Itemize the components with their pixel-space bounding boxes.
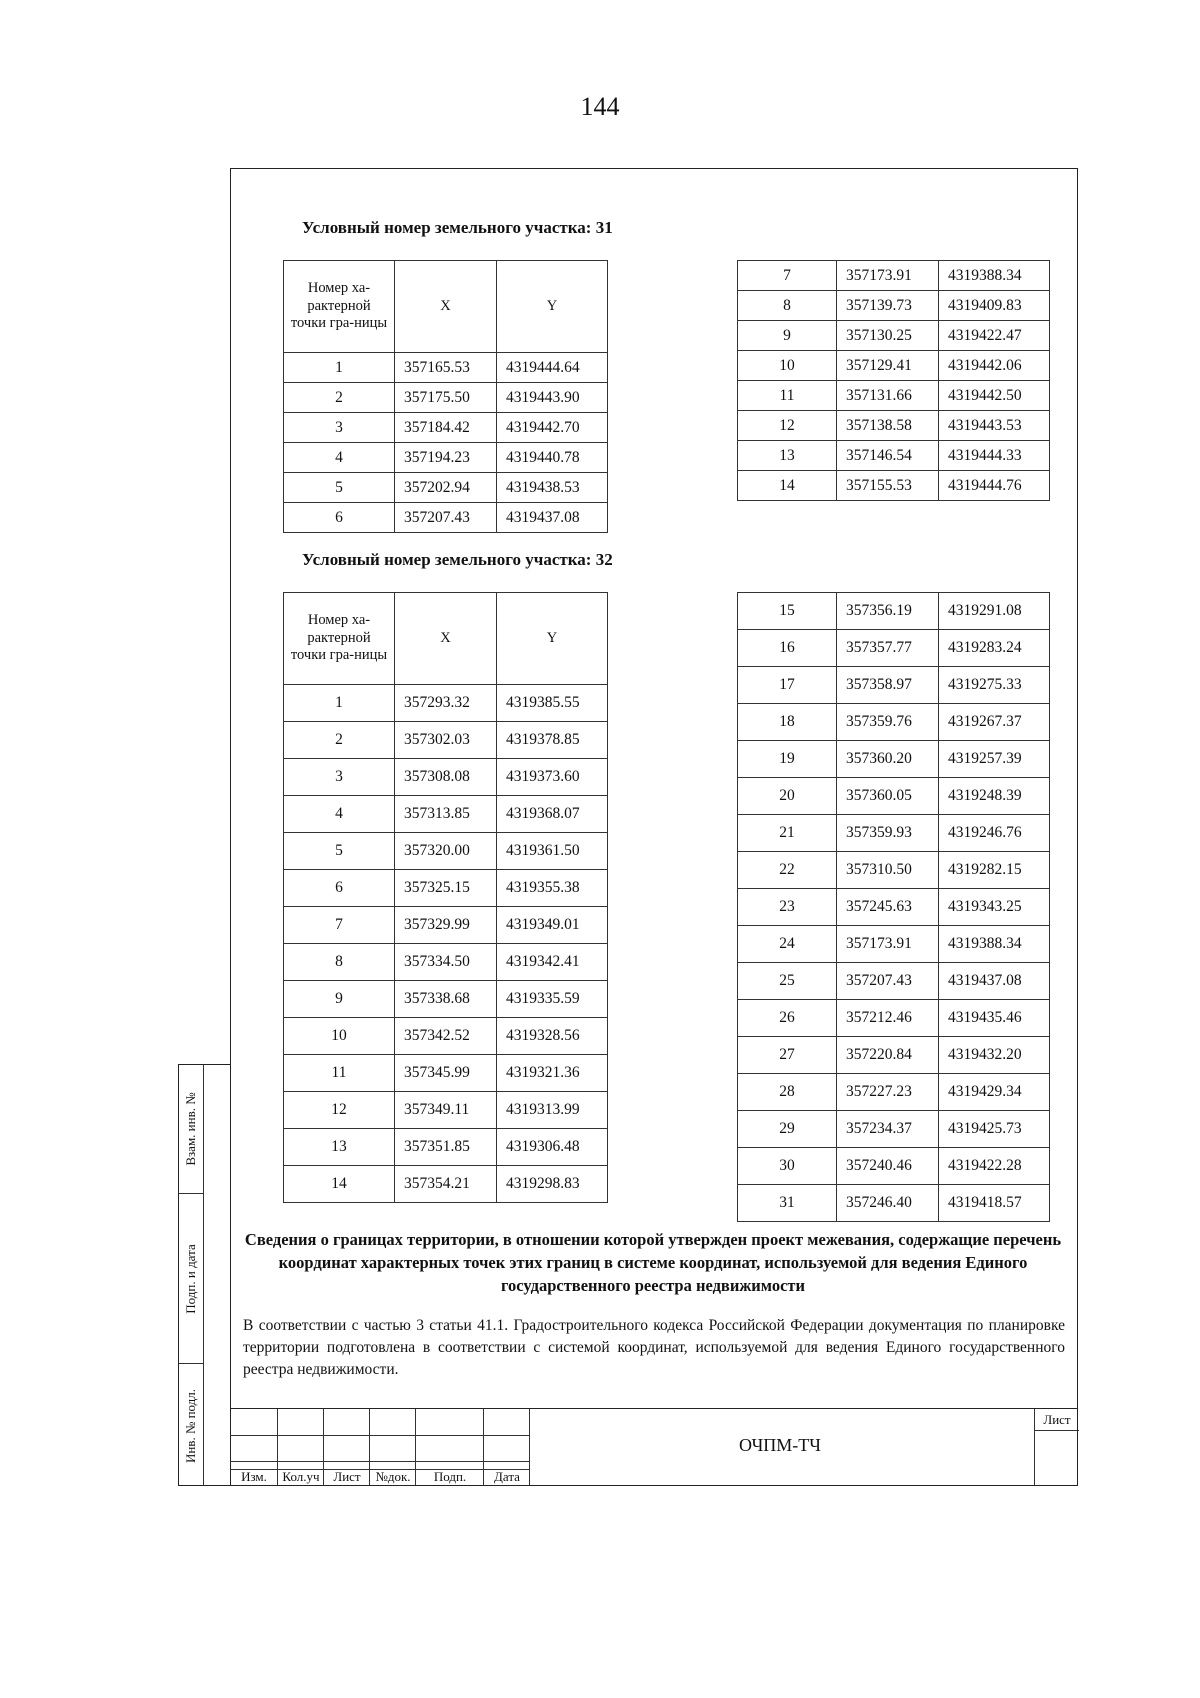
- x-coordinate: 357246.40: [837, 1185, 939, 1222]
- y-coordinate: 4319349.01: [497, 907, 608, 944]
- y-coordinate: 4319298.83: [497, 1166, 608, 1203]
- table-row: [284, 870, 608, 907]
- table-row: [738, 1111, 1050, 1148]
- y-coordinate: 4319291.08: [939, 593, 1050, 630]
- x-coordinate: 357155.53: [837, 471, 939, 501]
- point-number: 15: [738, 593, 837, 630]
- x-coordinate: 357357.77: [837, 630, 939, 667]
- parcel-32-table-left: [283, 592, 608, 1203]
- y-coordinate: 4319440.78: [497, 443, 608, 473]
- x-coordinate: 357212.46: [837, 1000, 939, 1037]
- table-row: [738, 778, 1050, 815]
- y-coordinate: 4319443.53: [939, 411, 1050, 441]
- y-coordinate: 4319429.34: [939, 1074, 1050, 1111]
- table-row: [284, 1092, 608, 1129]
- parcel-31-table-right: [737, 260, 1050, 501]
- table-row: [738, 630, 1050, 667]
- table-row: [284, 473, 608, 503]
- y-coordinate: 4319313.99: [497, 1092, 608, 1129]
- point-number: 11: [284, 1055, 395, 1092]
- point-number: 6: [284, 503, 395, 533]
- x-coordinate: 357175.50: [395, 383, 497, 413]
- table-row: [284, 1166, 608, 1203]
- y-coordinate: 4319425.73: [939, 1111, 1050, 1148]
- y-coordinate: 4319373.60: [497, 759, 608, 796]
- point-number: 19: [738, 741, 837, 778]
- point-number: 3: [284, 413, 395, 443]
- title-block-row-line: [230, 1435, 530, 1436]
- y-coordinate: 4319388.34: [939, 261, 1050, 291]
- column-header-x: X: [395, 261, 497, 353]
- table-row: [738, 593, 1050, 630]
- x-coordinate: 357184.42: [395, 413, 497, 443]
- point-number: 6: [284, 870, 395, 907]
- side-cell-replacement: [179, 1065, 203, 1193]
- point-number: 9: [284, 981, 395, 1018]
- table-row: [284, 443, 608, 473]
- title-block-column-label: Изм.: [241, 1469, 267, 1484]
- table-row: [738, 852, 1050, 889]
- y-coordinate: 4319267.37: [939, 704, 1050, 741]
- x-coordinate: 357202.94: [395, 473, 497, 503]
- title-block-row-line: [230, 1461, 530, 1462]
- y-coordinate: 4319432.20: [939, 1037, 1050, 1074]
- table-row: [284, 503, 608, 533]
- y-coordinate: 4319437.08: [497, 503, 608, 533]
- x-coordinate: 357359.76: [837, 704, 939, 741]
- point-number: 4: [284, 796, 395, 833]
- x-coordinate: 357240.46: [837, 1148, 939, 1185]
- y-coordinate: 4319246.76: [939, 815, 1050, 852]
- column-header-x: X: [395, 593, 497, 685]
- x-coordinate: 357129.41: [837, 351, 939, 381]
- table-row: [738, 926, 1050, 963]
- x-coordinate: 357165.53: [395, 353, 497, 383]
- point-number: 7: [738, 261, 837, 291]
- column-header-point: Номер ха-рактерной точки гра-ницы: [284, 593, 395, 685]
- y-coordinate: 4319444.64: [497, 353, 608, 383]
- parcel-32-table-right: [737, 592, 1050, 1222]
- parcel-31-title: Условный номер земельного участка: 31: [302, 218, 613, 237]
- table-row: [284, 353, 608, 383]
- x-coordinate: 357334.50: [395, 944, 497, 981]
- table-header-row: [284, 593, 608, 685]
- point-number: 21: [738, 815, 837, 852]
- point-number: 10: [738, 351, 837, 381]
- y-coordinate: 4319444.33: [939, 441, 1050, 471]
- x-coordinate: 357345.99: [395, 1055, 497, 1092]
- table-row: [738, 963, 1050, 1000]
- table-row: [738, 1037, 1050, 1074]
- x-coordinate: 357360.20: [837, 741, 939, 778]
- point-number: 22: [738, 852, 837, 889]
- point-number: 9: [738, 321, 837, 351]
- table-row: [284, 944, 608, 981]
- point-number: 8: [738, 291, 837, 321]
- y-coordinate: 4319257.39: [939, 741, 1050, 778]
- x-coordinate: 357139.73: [837, 291, 939, 321]
- sheet-box: [1034, 1409, 1078, 1485]
- x-coordinate: 357313.85: [395, 796, 497, 833]
- point-number: 14: [284, 1166, 395, 1203]
- point-number: 18: [738, 704, 837, 741]
- x-coordinate: 357349.11: [395, 1092, 497, 1129]
- table-row: [738, 741, 1050, 778]
- point-number: 27: [738, 1037, 837, 1074]
- x-coordinate: 357227.23: [837, 1074, 939, 1111]
- point-number: 8: [284, 944, 395, 981]
- point-number: 29: [738, 1111, 837, 1148]
- y-coordinate: 4319438.53: [497, 473, 608, 503]
- table-row: [284, 722, 608, 759]
- column-header-y: Y: [497, 261, 608, 353]
- x-coordinate: 357146.54: [837, 441, 939, 471]
- x-coordinate: 357308.08: [395, 759, 497, 796]
- boundary-info-title: Сведения о границах территории, в отношении которой утвержден проект межевания, содержащие перечень координат характерных точек этих границ в системе координат, используемой для ведения Единого государственного реестра недвижимости: [244, 1230, 1062, 1295]
- x-coordinate: 357356.19: [837, 593, 939, 630]
- y-coordinate: 4319328.56: [497, 1018, 608, 1055]
- point-number: 14: [738, 471, 837, 501]
- side-label-signature: Подп. и дата: [183, 1243, 198, 1314]
- y-coordinate: 4319248.39: [939, 778, 1050, 815]
- x-coordinate: 357360.05: [837, 778, 939, 815]
- table-row: [738, 381, 1050, 411]
- x-coordinate: 357245.63: [837, 889, 939, 926]
- x-coordinate: 357310.50: [837, 852, 939, 889]
- point-number: 20: [738, 778, 837, 815]
- y-coordinate: 4319442.70: [497, 413, 608, 443]
- title-block-column-label: Кол.уч: [282, 1469, 320, 1484]
- point-number: 13: [738, 441, 837, 471]
- table-row: [738, 291, 1050, 321]
- point-number: 24: [738, 926, 837, 963]
- x-coordinate: 357173.91: [837, 261, 939, 291]
- point-number: 1: [284, 685, 395, 722]
- table-row: [738, 667, 1050, 704]
- point-number: 4: [284, 443, 395, 473]
- table-row: [738, 351, 1050, 381]
- document-code: ОЧПМ-ТЧ: [739, 1435, 821, 1455]
- title-block-column-label: Дата: [494, 1469, 520, 1484]
- column-header-y: Y: [497, 593, 608, 685]
- title-block-row-line: [230, 1469, 530, 1470]
- y-coordinate: 4319282.15: [939, 852, 1050, 889]
- table-row: [284, 685, 608, 722]
- point-number: 31: [738, 1185, 837, 1222]
- x-coordinate: 357293.32: [395, 685, 497, 722]
- x-coordinate: 357338.68: [395, 981, 497, 1018]
- table-row: [738, 704, 1050, 741]
- table-header-row: [284, 261, 608, 353]
- x-coordinate: 357207.43: [837, 963, 939, 1000]
- y-coordinate: 4319275.33: [939, 667, 1050, 704]
- point-number: 5: [284, 833, 395, 870]
- x-coordinate: 357220.84: [837, 1037, 939, 1074]
- parcel-32-title: Условный номер земельного участка: 32: [302, 550, 613, 569]
- point-number: 30: [738, 1148, 837, 1185]
- y-coordinate: 4319385.55: [497, 685, 608, 722]
- y-coordinate: 4319343.25: [939, 889, 1050, 926]
- y-coordinate: 4319422.28: [939, 1148, 1050, 1185]
- y-coordinate: 4319335.59: [497, 981, 608, 1018]
- table-row: [284, 981, 608, 1018]
- x-coordinate: 357234.37: [837, 1111, 939, 1148]
- table-row: [738, 411, 1050, 441]
- y-coordinate: 4319368.07: [497, 796, 608, 833]
- x-coordinate: 357325.15: [395, 870, 497, 907]
- table-row: [284, 833, 608, 870]
- point-number: 2: [284, 722, 395, 759]
- point-number: 7: [284, 907, 395, 944]
- point-number: 1: [284, 353, 395, 383]
- y-coordinate: 4319306.48: [497, 1129, 608, 1166]
- column-header-point: Номер ха-рактерной точки гра-ницы: [284, 261, 395, 353]
- table-row: [738, 321, 1050, 351]
- table-row: [738, 471, 1050, 501]
- point-number: 13: [284, 1129, 395, 1166]
- table-row: [738, 889, 1050, 926]
- table-row: [284, 907, 608, 944]
- sheet-label: Лист: [1035, 1412, 1079, 1431]
- point-number: 10: [284, 1018, 395, 1055]
- table-row: [738, 815, 1050, 852]
- side-stamp: [178, 1064, 230, 1486]
- y-coordinate: 4319444.76: [939, 471, 1050, 501]
- table-row: [738, 1074, 1050, 1111]
- x-coordinate: 357194.23: [395, 443, 497, 473]
- y-coordinate: 4319361.50: [497, 833, 608, 870]
- x-coordinate: 357351.85: [395, 1129, 497, 1166]
- table-row: [284, 796, 608, 833]
- side-cell-signature: [179, 1193, 203, 1363]
- side-label-replacement: Взам. инв. №: [183, 1092, 198, 1166]
- table-row: [284, 759, 608, 796]
- x-coordinate: 357358.97: [837, 667, 939, 704]
- table-row: [738, 1148, 1050, 1185]
- side-stamp-blank-column: [203, 1065, 229, 1485]
- point-number: 23: [738, 889, 837, 926]
- table-row: [738, 261, 1050, 291]
- point-number: 12: [284, 1092, 395, 1129]
- title-block-column-label: Лист: [333, 1469, 361, 1484]
- y-coordinate: 4319321.36: [497, 1055, 608, 1092]
- table-row: [284, 413, 608, 443]
- point-number: 12: [738, 411, 837, 441]
- y-coordinate: 4319422.47: [939, 321, 1050, 351]
- y-coordinate: 4319437.08: [939, 963, 1050, 1000]
- y-coordinate: 4319378.85: [497, 722, 608, 759]
- table-row: [284, 383, 608, 413]
- table-row: [284, 1055, 608, 1092]
- table-row: [738, 1000, 1050, 1037]
- x-coordinate: 357138.58: [837, 411, 939, 441]
- x-coordinate: 357130.25: [837, 321, 939, 351]
- point-number: 28: [738, 1074, 837, 1111]
- y-coordinate: 4319283.24: [939, 630, 1050, 667]
- table-row: [284, 1129, 608, 1166]
- x-coordinate: 357173.91: [837, 926, 939, 963]
- table-row: [738, 1185, 1050, 1222]
- y-coordinate: 4319355.38: [497, 870, 608, 907]
- y-coordinate: 4319342.41: [497, 944, 608, 981]
- table-row: [738, 441, 1050, 471]
- y-coordinate: 4319443.90: [497, 383, 608, 413]
- y-coordinate: 4319388.34: [939, 926, 1050, 963]
- x-coordinate: 357359.93: [837, 815, 939, 852]
- x-coordinate: 357131.66: [837, 381, 939, 411]
- x-coordinate: 357302.03: [395, 722, 497, 759]
- y-coordinate: 4319409.83: [939, 291, 1050, 321]
- x-coordinate: 357207.43: [395, 503, 497, 533]
- point-number: 11: [738, 381, 837, 411]
- y-coordinate: 4319435.46: [939, 1000, 1050, 1037]
- x-coordinate: 357329.99: [395, 907, 497, 944]
- title-block-column-label: №док.: [375, 1469, 411, 1484]
- side-label-inventory: Инв. № подл.: [183, 1388, 198, 1463]
- title-block-column-label: Подп.: [433, 1469, 467, 1484]
- point-number: 2: [284, 383, 395, 413]
- y-coordinate: 4319442.06: [939, 351, 1050, 381]
- table-row: [284, 1018, 608, 1055]
- y-coordinate: 4319442.50: [939, 381, 1050, 411]
- point-number: 25: [738, 963, 837, 1000]
- side-cell-inventory: [179, 1363, 203, 1487]
- x-coordinate: 357354.21: [395, 1166, 497, 1203]
- x-coordinate: 357342.52: [395, 1018, 497, 1055]
- title-block-grid: [230, 1409, 530, 1487]
- y-coordinate: 4319418.57: [939, 1185, 1050, 1222]
- point-number: 3: [284, 759, 395, 796]
- point-number: 5: [284, 473, 395, 503]
- point-number: 16: [738, 630, 837, 667]
- point-number: 26: [738, 1000, 837, 1037]
- title-block: [230, 1408, 1078, 1486]
- point-number: 17: [738, 667, 837, 704]
- parcel-31-table-left: [283, 260, 608, 533]
- x-coordinate: 357320.00: [395, 833, 497, 870]
- boundary-info-text: В соответствии с частью 3 статьи 41.1. Градостроительного кодекса Российской Федерации документация по планировке территории подготовлена в соответствии с системой координат, используемой для ведения Единого государственного реестра недвижимости.: [243, 1317, 1065, 1378]
- page-number: 144: [580, 92, 620, 121]
